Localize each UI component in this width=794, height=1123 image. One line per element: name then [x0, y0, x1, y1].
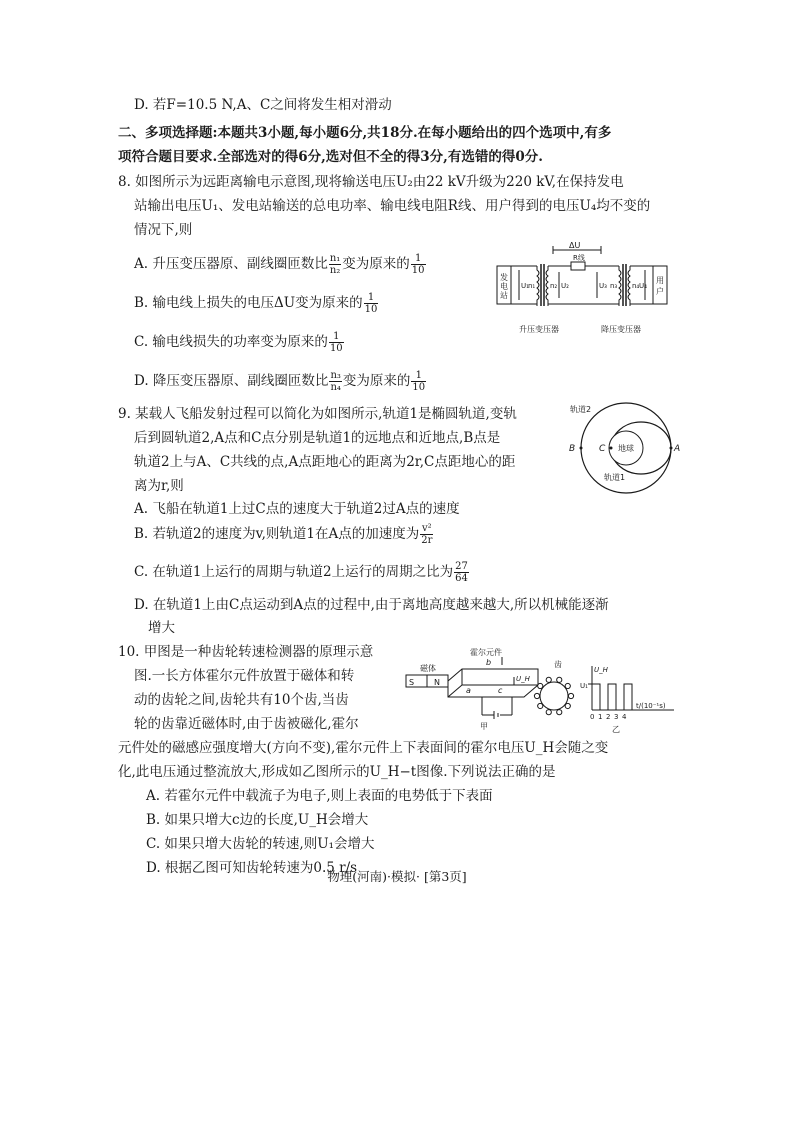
q8-option-d-ratio: $\frac{\text{n₃}}{\text{n₄}}$ [330, 370, 341, 393]
figure-yi-label: 乙 [612, 725, 620, 734]
edge-a-label: a [466, 686, 471, 695]
u3-label: U₃ [599, 282, 607, 290]
gear-tooth [538, 683, 543, 688]
delta-u-label: ΔU [569, 241, 581, 250]
q9-option-d-line2: 增大 [148, 620, 175, 636]
gear-tooth [565, 683, 570, 688]
u2-label: U₂ [561, 282, 569, 290]
q8-option-d-fraction: $\frac{1}{10}$ [412, 370, 426, 393]
u1-label: U₁ [521, 282, 529, 290]
line-resistor [571, 262, 585, 270]
q8-stem-line3: 情况下,则 [134, 222, 193, 238]
svg-text:户: 户 [656, 287, 664, 296]
q8-transmission-diagram [493, 240, 673, 340]
q9-orbit-diagram [566, 398, 684, 498]
q10-uh-t-graph [578, 662, 678, 734]
n3-label: n₃ [610, 282, 618, 290]
gear-tooth [534, 693, 539, 698]
gear-tooth [568, 693, 573, 698]
q10-stem-line3: 动的齿轮之间,齿轮共有10个齿,当齿 [134, 692, 349, 708]
prev-option-d: D. 若F=10.5 N,A、C之间将发生相对滑动 [134, 97, 392, 113]
step-down-label: 降压变压器 [601, 325, 641, 334]
q9-option-b-fraction: $\frac{\text{v²}}{2r}$ [421, 523, 433, 546]
pulse-trace [592, 684, 632, 710]
tick-4: 4 [622, 713, 627, 721]
tick-3: 3 [614, 713, 619, 721]
q10-option-c: C. 如果只增大齿轮的转速,则U₁会增大 [146, 836, 375, 852]
tick-2: 2 [606, 713, 611, 721]
q9-stem-line1: 9. 某载人飞船发射过程可以简化为如图所示,轨道1是椭圆轨道,变轨 [118, 406, 517, 422]
q8-option-b-fraction: $\frac{1}{10}$ [364, 292, 378, 315]
hall-element-label: 霍尔元件 [470, 648, 502, 657]
r-line-label: R线 [573, 254, 585, 262]
q9-option-c-fraction: $\frac{27}{64}$ [455, 561, 468, 584]
orbit1-label: 轨道1 [604, 473, 626, 482]
tick-0: 0 [590, 713, 595, 721]
section-header-line2: 项符合题目要求.全部选对的得6分,选对但不全的得3分,有选错的得0分. [118, 149, 543, 165]
q8-option-c-fraction: $\frac{1}{10}$ [329, 331, 343, 354]
gear-tooth [557, 710, 562, 715]
svg-text:电: 电 [500, 282, 508, 291]
point-a-label: A [674, 444, 681, 454]
q10-stem-line6: 化,此电压通过整流放大,形成如乙图所示的U_H−t图像.下列说法正确的是 [118, 764, 556, 780]
step-up-label: 升压变压器 [519, 325, 559, 334]
q10-option-a: A. 若霍尔元件中载流子为电子,则上表面的电势低于下表面 [146, 788, 493, 804]
point-c-label: C [599, 444, 606, 454]
station-label-1: 发 [500, 273, 508, 282]
q10-option-d: D. 根据乙图可知齿轮转速为0.5 r/s [146, 860, 358, 876]
q8-option-a-text: A. 升压变压器原、副线圈匝数比 [134, 256, 328, 272]
q9-stem-line2: 后到圆轨道2,A点和C点分别是轨道1的远地点和近地点,B点是 [134, 430, 501, 446]
u4-label: U₄ [639, 282, 647, 290]
q8-option-b: B. 输电线上损失的电压ΔU变为原来的 $\frac{1}{10}$ [134, 292, 378, 315]
q8-option-a: A. 升压变压器原、副线圈匝数比 $\frac{\text{n₁}}{\text{n₂}}$ 变为原来的 $\frac{1}{10}$ [134, 253, 425, 276]
q9-option-d-line1: D. 在轨道1上由C点运动到A点的过程中,由于离地高度越来越大,所以机械能逐渐 [134, 597, 609, 613]
n1-label: n₁ [528, 282, 536, 290]
q8-stem-line1: 8. 如图所示为远距离输电示意图,现将输送电压U₂由22 kV升级为220 kV,在保持发电 [118, 174, 624, 190]
n4-label: n₄ [632, 282, 640, 290]
svg-text:站: 站 [500, 291, 508, 300]
edge-b-label: b [486, 658, 492, 667]
q9-option-c: C. 在轨道1上运行的周期与轨道2上运行的周期之比为 $\frac{27}{64}$ [134, 561, 468, 584]
q8-option-a-fraction: $\frac{1}{10}$ [411, 253, 425, 276]
gear-tooth [557, 677, 562, 682]
point-b-label: B [569, 444, 576, 454]
gear-tooth [565, 703, 570, 708]
q10-option-b: B. 如果只增大c边的长度,U_H会增大 [146, 812, 369, 828]
y-axis-label: U_H [594, 666, 608, 674]
q9-stem-line4: 离为r,则 [134, 478, 184, 494]
hall-voltage-label: U_H [516, 675, 530, 683]
q8-option-c: C. 输电线损失的功率变为原来的 $\frac{1}{10}$ [134, 331, 343, 354]
x-axis-label: t/(10⁻¹s) [636, 702, 666, 710]
q9-option-a: A. 飞船在轨道1上过C点的速度大于轨道2过A点的速度 [134, 501, 460, 517]
magnet-s-label: S [409, 678, 415, 687]
q10-stem-line1: 10. 甲图是一种齿轮转速检测器的原理示意 [118, 644, 374, 660]
q10-stem-line5: 元件处的磁感应强度增大(方向不变),霍尔元件上下表面间的霍尔电压U_H会随之变 [118, 740, 609, 756]
user-label-1: 用 [656, 276, 664, 285]
q9-stem-line3: 轨道2上与A、C共线的点,A点距地心的距离为2r,C点距地心的距 [134, 454, 516, 470]
section-header-line1: 二、多项选择题:本题共3小题,每小题6分,共18分.在每小题给出的四个选项中,有多 [118, 125, 612, 141]
tick-1: 1 [598, 713, 603, 721]
page-footer: 物理(河南)·模拟· [第3页] [327, 869, 467, 884]
q8-stem-line2: 站输出电压U₁、发电站输送的总电功率、输电线电阻R线、用户得到的电压U₄均不变的 [134, 198, 651, 214]
q10-stem-line2: 图.一长方体霍尔元件放置于磁体和转 [134, 668, 355, 684]
user-box [653, 266, 667, 304]
gear-icon [532, 674, 576, 718]
gear-tooth [538, 703, 543, 708]
q9-option-b: B. 若轨道2的速度为v,则轨道1在A点的加速度为 $\frac{\text{v²}}{2r}$ [134, 523, 433, 546]
magnet-label: 磁体 [420, 664, 436, 673]
magnet-n-label: N [434, 678, 440, 687]
orbit2-label: 轨道2 [570, 405, 592, 414]
earth-label: 地球 [618, 444, 634, 453]
q10-stem-line4: 轮的齿靠近磁体时,由于齿被磁化,霍尔 [134, 716, 359, 732]
figure-jia-label: 甲 [480, 722, 488, 731]
edge-c-label: c [498, 686, 503, 695]
q8-option-a-ratio: $\frac{\text{n₁}}{\text{n₂}}$ [329, 253, 341, 276]
n2-label: n₂ [550, 282, 558, 290]
u1-level-label: U₁ [580, 682, 588, 690]
q8-option-d: D. 降压变压器原、副线圈匝数比 $\frac{\text{n₃}}{\text{n₄}}$ 变为原来的 $\frac{1}{10}$ [134, 370, 426, 393]
gear-tooth [546, 677, 551, 682]
gear-tooth [546, 710, 551, 715]
gear-label: 齿 [554, 660, 562, 669]
